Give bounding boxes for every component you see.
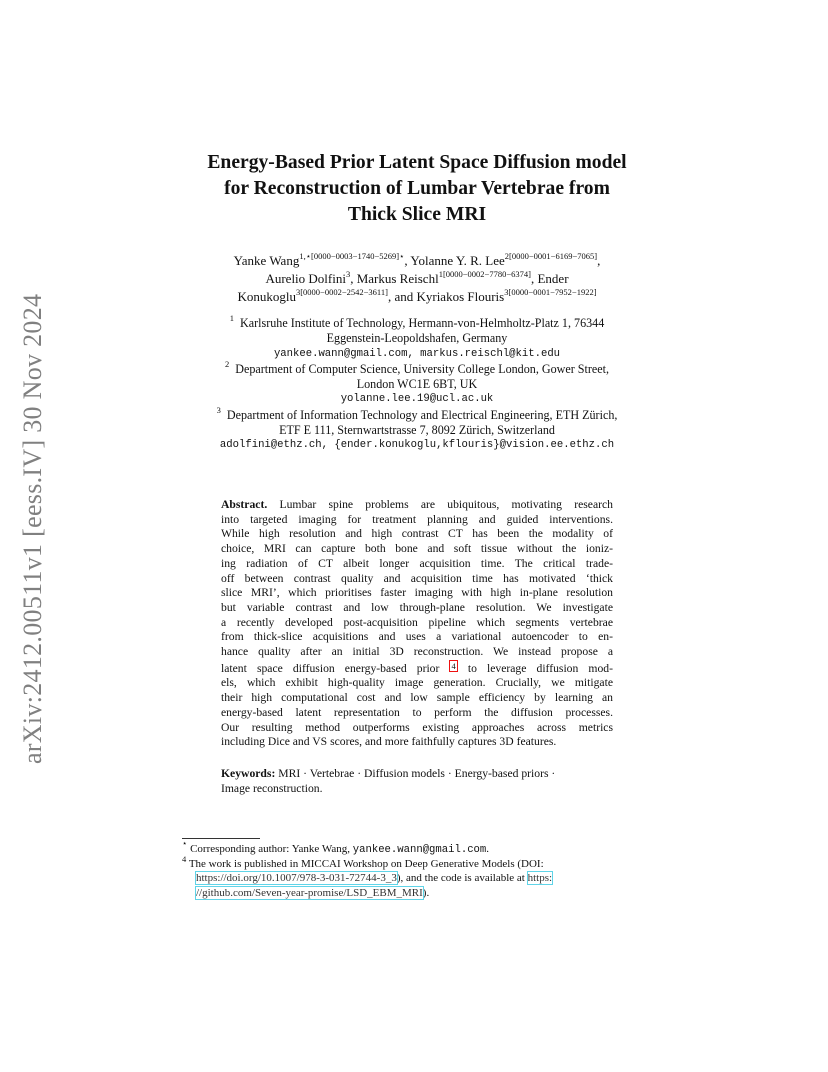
author-name: Yanke Wang: [233, 253, 300, 268]
abstract-line: into targeted imaging for treatment planning and guided interventions.: [221, 512, 613, 526]
footnote-text: .: [486, 843, 490, 855]
footnote-text: Corresponding author: Yanke Wang,: [190, 843, 353, 855]
abstract: [221, 498, 613, 750]
footnote-email: yankee.wann@gmail.com: [352, 844, 487, 856]
footnote-line: [182, 838, 652, 857]
author-line: [150, 252, 684, 270]
abstract-line: off between contrast quality and acquisition time has motivated ‘thick: [221, 571, 613, 585]
affiliation-line: [150, 358, 684, 377]
footnote-line: [182, 871, 652, 885]
footnote-text: ).: [422, 886, 430, 899]
keywords: [221, 767, 613, 796]
title-line: Energy-Based Prior Latent Space Diffusion model: [207, 152, 627, 173]
code-link[interactable]: //github.com/Seven-year-promise/LSD_EBM_MRI: [196, 886, 423, 899]
abstract-line: [221, 660, 613, 677]
affiliation-email: yankee.wann@gmail.com, markus.reischl@kit.edu: [273, 347, 561, 360]
title-line: Thick Slice MRI: [347, 204, 487, 225]
author-name: , Ender: [530, 271, 569, 286]
author-line: [150, 288, 684, 306]
abstract-line: slice MRI’, which prioritises faster imaging with high in-plane resolution: [221, 586, 613, 600]
author-affiliation-mark: 1,⋆[0000−0003−1740−5269]⋆: [299, 250, 405, 261]
author-affiliation-mark: 3[0000−0001−7952−1922]: [504, 286, 597, 297]
abstract-text: latent space diffusion energy-based prior: [221, 661, 440, 675]
author-affiliation-mark: 3[0000−0002−2542−3611]: [295, 286, 388, 297]
affiliation-email: yolanne.lee.19@ucl.ac.uk: [340, 393, 494, 406]
author-affiliation-mark: 1[0000−0002−7780−6374]: [438, 268, 531, 279]
affiliation-number: 1: [229, 312, 234, 323]
footnote-line: [182, 853, 652, 871]
abstract-line: their high computational cost and low sample efficiency by learning an: [221, 691, 613, 705]
title-line: for Reconstruction of Lumbar Vertebrae from: [224, 178, 610, 199]
abstract-line: While high resolution and high contrast CT has been the modality of: [221, 527, 613, 541]
footnote-mark: ⋆: [182, 838, 188, 849]
affiliation-line: London WC1E 6BT, UK: [356, 377, 478, 392]
keywords-line: Image reconstruction.: [221, 781, 323, 795]
abstract-line: hance quality after an initial 3D reconstruction. We instead propose a: [221, 645, 613, 659]
abstract-line: Our resulting method outperforms existing approaches across metrics: [221, 720, 613, 734]
author-name: Konukoglu: [237, 289, 296, 304]
author-list: [150, 252, 684, 306]
affiliation-email: adolfini@ethz.ch, {ender.konukoglu,kflouris}@vision.ee.ethz.ch: [219, 439, 615, 452]
footnote-divider: [182, 838, 260, 839]
arxiv-stamp: arXiv:2412.00511v1 [eess.IV] 30 Nov 2024: [18, 293, 47, 765]
author-name: , Yolanne Y. R. Lee: [404, 253, 505, 268]
abstract-line: including Dice and VS scores, and more faithfully captures 3D features.: [221, 735, 557, 749]
author-name: , and Kyriakos Flouris: [387, 289, 505, 304]
keywords-heading: Keywords:: [221, 767, 276, 780]
abstract-line: from thick-slice acquisitions and uses a variational autoencoder to en-: [221, 630, 613, 644]
footnote-text: ), and the code is available at: [396, 872, 528, 885]
footnote-text: The work is published in MICCAI Workshop on Deep Generative Models (DOI:: [188, 858, 544, 871]
affiliation-number: 2: [224, 358, 230, 369]
affiliation-text: Department of Computer Science, University College London, Gower Street,: [235, 361, 610, 376]
paper-title: [150, 150, 684, 228]
footnote-link[interactable]: 4: [451, 660, 456, 671]
affiliation-number: 3: [216, 404, 221, 415]
abstract-text: Lumbar spine problems are ubiquitous, motivating research: [279, 498, 613, 511]
affiliation-line: ETF E 111, Sternwartstrasse 7, 8092 Zürich, Switzerland: [279, 423, 555, 438]
code-link-start[interactable]: https:: [527, 872, 553, 885]
abstract-line: energy-based latent representation to perform the diffusion processes.: [221, 705, 613, 719]
footnote-line: [182, 886, 652, 900]
author-name: Aurelio Dolfini: [265, 271, 346, 286]
author-affiliation-mark: 2[0000−0001−6169−7065]: [504, 250, 598, 261]
affiliation-text: Karlsruhe Institute of Technology, Hermann-von-Helmholtz-Platz 1, 76344: [240, 316, 605, 330]
abstract-text: to leverage diffusion mod-: [467, 661, 613, 675]
affiliations: [150, 312, 684, 454]
keywords-line: [221, 767, 613, 782]
footnote-mark: 4: [182, 853, 187, 864]
abstract-line: ing radiation of CT albeit longer acquisition time. The critical trade-: [221, 556, 613, 570]
doi-link[interactable]: https://doi.org/10.1007/978-3-031-72744-3_3: [196, 872, 397, 885]
author-line: [150, 270, 684, 288]
keywords-text: MRI · Vertebrae · Diffusion models · Energy-based priors ·: [278, 767, 556, 780]
footnotes: [182, 838, 652, 900]
abstract-line: but variable contrast and low through-plane resolution. We investigate: [221, 600, 613, 614]
affiliation-text: Department of Information Technology and Electrical Engineering, ETH Zürich,: [226, 407, 618, 422]
abstract-heading: Abstract.: [221, 498, 268, 511]
abstract-line: a recently developed post-acquisition pipeline which segments vertebrae: [221, 615, 613, 629]
author-separator: ,: [597, 253, 601, 268]
author-affiliation-mark: 3: [345, 268, 351, 279]
affiliation-line: [150, 404, 684, 423]
affiliation-line: Eggenstein-Leopoldshafen, Germany: [326, 331, 508, 346]
abstract-line: [221, 498, 613, 513]
abstract-line: choice, MRI can capture both bone and soft tissue without the ioniz-: [221, 542, 613, 556]
abstract-line: els, which exhibit high-quality image generation. Crucially, we mitigate: [221, 676, 613, 690]
author-name: , Markus Reischl: [350, 271, 439, 286]
affiliation-line: [150, 312, 684, 331]
